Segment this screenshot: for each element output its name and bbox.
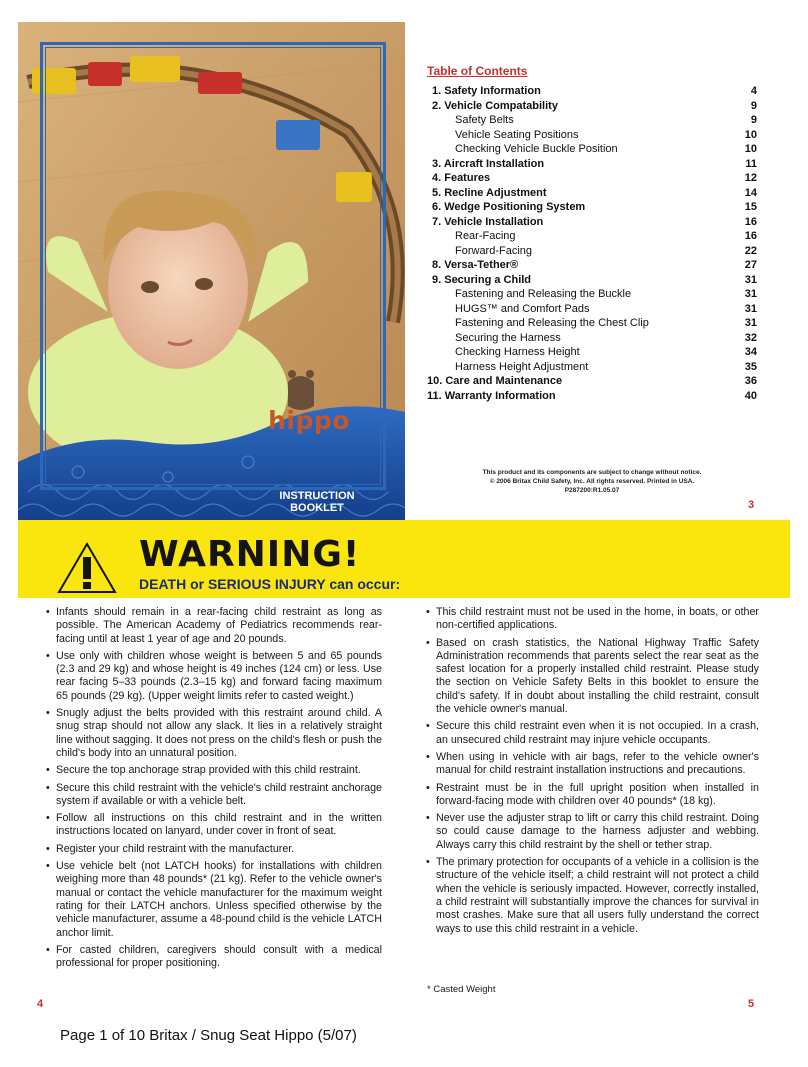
brand-name: hippo bbox=[268, 406, 350, 435]
notice-line: P287200:R1.05.07 bbox=[564, 487, 620, 494]
warning-item: • The primary protection for occupants of a vehicle in a collision is the structure of the vehicle itself; a child restraint will not protect a child when the vehicle is seriously impacted. However, correctly installed, a child restraint will substantially improve the chances for survival in most crashes. Make sure that all users fully understand the correct ways to use this child restraint in a vehicle. bbox=[424, 856, 759, 936]
toc-entry bbox=[427, 331, 757, 346]
toc-entry-page: 10 bbox=[744, 143, 757, 155]
toc-entry-label: 10. Care and Maintenance bbox=[427, 375, 563, 387]
toc-entry-page: 31 bbox=[744, 288, 757, 300]
toc-entry bbox=[427, 389, 757, 404]
warning-title: WARNING! bbox=[139, 534, 361, 575]
warning-item: • Based on crash statistics, the National Highway Traffic Safety Administration recommends that parents select the rear seat as the safest location for a properly installed child restraint. Please study the section on Vehicle Safety Belts in this booklet to ensure the child's safety. If in doubt about installing the child restraint, consult the vehicle owner's manual. bbox=[424, 637, 759, 717]
page-number-3: 3 bbox=[748, 499, 755, 511]
toc-entry-label: Fastening and Releasing the Buckle bbox=[455, 288, 632, 300]
toc-entry-page: 31 bbox=[744, 317, 757, 329]
toc-entry bbox=[427, 345, 757, 360]
copyright-notice bbox=[427, 468, 757, 495]
toc-entry bbox=[427, 200, 757, 215]
toc-entry bbox=[427, 128, 757, 143]
warning-item: • Restraint must be in the full upright position when installed in forward-facing mode with children over 40 pounds* (18 kg). bbox=[424, 782, 759, 809]
toc-entry-page: 16 bbox=[744, 215, 757, 228]
page-number-4: 4 bbox=[37, 998, 44, 1010]
warnings-left-column bbox=[44, 606, 382, 974]
toc-entry bbox=[427, 229, 757, 244]
toc-entry-page: 27 bbox=[744, 259, 757, 271]
toc-entry bbox=[427, 244, 757, 259]
toc-entry-page: 32 bbox=[744, 331, 757, 344]
toc-entry bbox=[427, 113, 757, 128]
toc-entry-label: Safety Belts bbox=[455, 114, 514, 126]
toc-entry-page: 14 bbox=[744, 186, 757, 199]
footnote: * Casted Weight bbox=[427, 984, 496, 995]
warning-item: • Infants should remain in a rear-facing child restraint as long as possible. The American Academy of Pediatrics recommends rear-facing until at least 1 year of age and 20 pounds. bbox=[44, 606, 382, 646]
toc-entry-label: Harness Height Adjustment bbox=[455, 360, 589, 373]
toc-entry-page: 36 bbox=[744, 375, 757, 387]
toc-entry-page: 4 bbox=[750, 85, 757, 97]
warning-item: • Follow all instructions on this child restraint and in the written instructions located on lanyard, under cover in front of seat. bbox=[44, 812, 382, 839]
toc-entry bbox=[427, 360, 757, 375]
warning-item: • Never use the adjuster strap to lift or carry this child restraint. Doing so could cause damage to the harness adjuster and webbing. Always carry this child restraint by the shell or tether strap. bbox=[424, 812, 759, 852]
toc-entry-page: 12 bbox=[744, 172, 757, 184]
toc-entry-label: Securing the Harness bbox=[455, 331, 561, 344]
toc-entry-page: 9 bbox=[750, 114, 757, 126]
toc-entry-label: 9. Securing a Child bbox=[432, 273, 532, 286]
right-bullet-list bbox=[424, 606, 759, 936]
toc-entry-label: 5. Recline Adjustment bbox=[432, 186, 547, 199]
toc-entry-page: 40 bbox=[744, 389, 757, 402]
warning-item: • Secure this child restraint even when it is not occupied. In a crash, an unsecured child restraint may injure vehicle occupants. bbox=[424, 720, 759, 747]
toc-entry bbox=[427, 84, 757, 99]
toc-entry-label: Checking Harness Height bbox=[455, 346, 580, 358]
warning-subtitle: DEATH or SERIOUS INJURY can occur: bbox=[139, 576, 401, 592]
toc-entry-page: 15 bbox=[744, 201, 757, 213]
toc-entry-label: Fastening and Releasing the Chest Clip bbox=[455, 317, 649, 329]
notice-line: This product and its components are subject to change without notice. bbox=[482, 469, 702, 476]
toc-entry-label: 3. Aircraft Installation bbox=[432, 157, 545, 170]
warning-item: • Use vehicle belt (not LATCH hooks) for installations with children weighing more than 48 pounds* (21 kg). Refer to the vehicle owner's manual or contact the vehicle manufacturer for the maximum weight rating for their LATCH anchors. Unless specified otherwise by the vehicle manufacturer, assume a 48-pound child is the vehicle LATCH anchor limit. bbox=[44, 860, 382, 940]
toc-entry-page: 35 bbox=[744, 360, 757, 373]
warning-item: • This child restraint must not be used in the home, in boats, or other non-certified applications. bbox=[424, 606, 759, 633]
toc-entry-label: 6. Wedge Positioning System bbox=[432, 201, 586, 213]
toc-entry bbox=[427, 273, 757, 288]
page-number-5: 5 bbox=[748, 998, 755, 1010]
toc-entry bbox=[427, 302, 757, 317]
warning-banner bbox=[18, 520, 790, 598]
toc-entry-label: 1. Safety Information bbox=[432, 85, 541, 97]
toc-entry bbox=[427, 316, 757, 331]
warnings-right-column bbox=[424, 606, 759, 940]
toc-entry bbox=[427, 142, 757, 157]
booklet-label: INSTRUCTION BOOKLET bbox=[279, 490, 355, 514]
toc-entry-label: Vehicle Seating Positions bbox=[455, 128, 579, 141]
toc-entry-label: HUGS™ and Comfort Pads bbox=[455, 302, 590, 315]
toc-entry-label: 8. Versa-Tether® bbox=[432, 259, 519, 271]
toc-entry-label: 4. Features bbox=[432, 172, 491, 184]
toc-entry-page: 9 bbox=[750, 99, 757, 112]
cover-photo-illustration bbox=[18, 22, 405, 520]
warning-item: • Register your child restraint with the manufacturer. bbox=[44, 843, 382, 856]
toc-entry-label: Rear-Facing bbox=[455, 230, 516, 242]
toc-entry bbox=[427, 215, 757, 230]
warning-item: • Use only with children whose weight is between 5 and 65 pounds (2.3 and 29 kg) and whose height is 49 inches (124 cm) or less. Use rear facing 5–33 pounds (2.3–15 kg) and forward facing maximum 65 pounds (29 kg). (Upper weight limits refer to casted weight.) bbox=[44, 650, 382, 703]
toc-entry-page: 34 bbox=[744, 346, 757, 358]
toc-entry-page: 10 bbox=[744, 128, 757, 141]
warning-item: • For casted children, caregivers should consult with a medical professional for proper positioning. bbox=[44, 944, 382, 971]
toc-entry bbox=[427, 99, 757, 114]
toc-entry bbox=[427, 157, 757, 172]
toc-entry-label: Checking Vehicle Buckle Position bbox=[455, 143, 618, 155]
toc-entry bbox=[427, 186, 757, 201]
left-bullet-list bbox=[44, 606, 382, 970]
toc-title: Table of Contents bbox=[427, 64, 528, 78]
toc-entry-page: 31 bbox=[744, 273, 757, 286]
warning-item: • Secure the top anchorage strap provided with this child restraint. bbox=[44, 764, 382, 777]
notice-line: © 2006 Britax Child Safety, Inc. All rights reserved. Printed in USA. bbox=[489, 478, 695, 485]
table-of-contents bbox=[427, 64, 757, 403]
toc-entry-label: Forward-Facing bbox=[455, 244, 533, 257]
toc-entry-page: 22 bbox=[744, 244, 757, 257]
toc-entry-page: 11 bbox=[745, 157, 757, 170]
toc-entry-label: 2. Vehicle Compatability bbox=[432, 99, 558, 112]
toc-list bbox=[427, 84, 757, 403]
warning-item: • Secure this child restraint with the vehicle's child restraint anchorage system if available or with a vehicle belt. bbox=[44, 782, 382, 809]
toc-entry bbox=[427, 258, 757, 273]
page-footer: Page 1 of 10 Britax / Snug Seat Hippo (5/07) bbox=[60, 1027, 357, 1044]
warning-item: • Snugly adjust the belts provided with this restraint around child. A snug strap should not allow any slack. It lies in a relatively straight line without sagging. It does not press on the child's flesh or push the child's body into an unnatural position. bbox=[44, 707, 382, 760]
toc-entry-page: 16 bbox=[744, 230, 757, 242]
toc-entry bbox=[427, 171, 757, 186]
warning-triangle-icon bbox=[56, 541, 118, 595]
toc-entry-label: 11. Warranty Information bbox=[427, 389, 556, 402]
toc-entry-page: 31 bbox=[744, 302, 757, 315]
toc-entry-label: 7. Vehicle Installation bbox=[432, 215, 544, 228]
warning-item: • When using in vehicle with air bags, refer to the vehicle owner's manual for child restraint installation instructions and precautions. bbox=[424, 751, 759, 778]
brand-logo bbox=[264, 406, 354, 435]
toc-entry bbox=[427, 374, 757, 389]
toc-entry bbox=[427, 287, 757, 302]
cover-image bbox=[18, 22, 405, 520]
